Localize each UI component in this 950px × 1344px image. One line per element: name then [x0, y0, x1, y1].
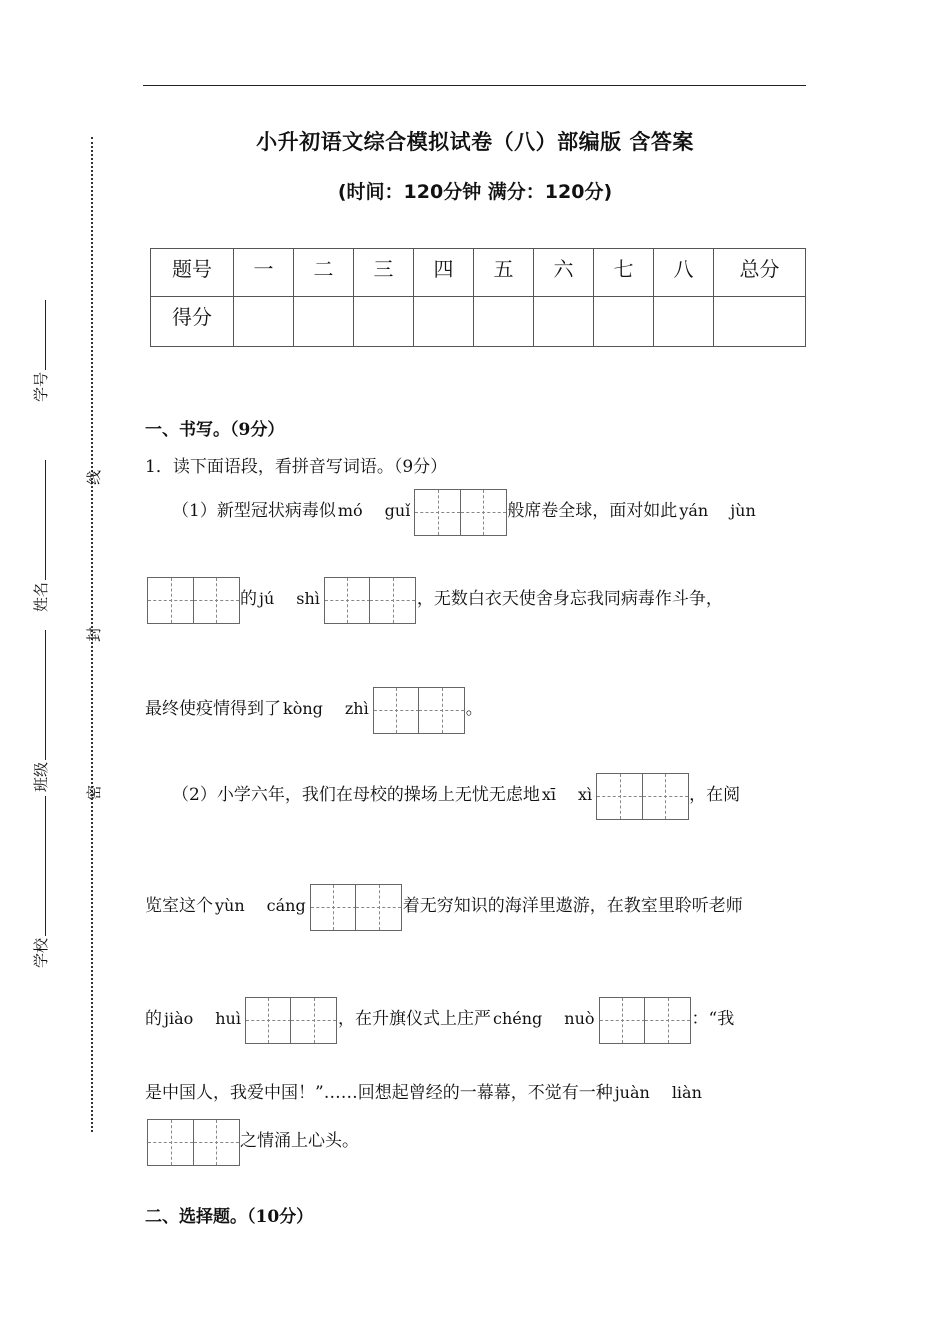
paragraph-2-line-5: 之情涌上心头。: [145, 1116, 359, 1167]
score-header-cell: 五: [474, 249, 534, 297]
header-rule: [143, 85, 806, 86]
score-cell[interactable]: [414, 297, 474, 347]
paragraph-2-line-3: 的 jiào huì ，在升旗仪式上庄严 chéng nuò ：“我: [145, 994, 734, 1045]
score-header-cell: 二: [294, 249, 354, 297]
answer-box-jiaohui[interactable]: [245, 995, 336, 1045]
score-cell[interactable]: [594, 297, 654, 347]
score-header-cell: 四: [414, 249, 474, 297]
answer-box-mogui[interactable]: [414, 487, 505, 537]
score-cell[interactable]: [354, 297, 414, 347]
score-header-cell: 总分: [714, 249, 806, 297]
class-blank: [45, 630, 46, 760]
student-id-field[interactable]: [30, 300, 51, 402]
answer-box-juanlian[interactable]: [147, 1117, 238, 1167]
paragraph-1-line-1: （1）新型冠状病毒似 mó guǐ 般席卷全球，面对如此 yán jùn: [145, 486, 758, 537]
score-cell[interactable]: [234, 297, 294, 347]
answer-box-xixi[interactable]: [596, 771, 687, 821]
score-header-cell: 一: [234, 249, 294, 297]
paragraph-2-line-1: （2）小学六年，我们在母校的操场上无忧无虑地 xī xì ，在阅: [145, 770, 740, 821]
answer-box-chengnuo[interactable]: [599, 995, 690, 1045]
paragraph-2-line-4: 是中国人，我爱中国！”……回想起曾经的一幕幕，不觉有一种 juàn liàn: [145, 1083, 702, 1103]
answer-box-kongzhi[interactable]: [373, 685, 464, 735]
exam-time-score: (时间：120分钟 满分：120分): [337, 181, 613, 203]
score-cell[interactable]: [714, 297, 806, 347]
answer-box-yanjun[interactable]: [147, 575, 238, 625]
student-id-blank: [45, 300, 46, 370]
score-header-cell: 题号: [151, 249, 234, 297]
seal-char-seal: 封: [85, 626, 104, 643]
class-label: 班级: [32, 761, 50, 792]
section-2-heading: 二、选择题。（10分）: [145, 1207, 314, 1227]
page-title: 小升初语文综合模拟试卷（八）部编版 含答案: [256, 130, 694, 154]
section-1-heading: 一、书写。（9分）: [145, 420, 285, 440]
student-name-field[interactable]: [30, 460, 51, 612]
score-table: [150, 248, 806, 347]
student-id-label: 学号: [32, 371, 50, 402]
question-1: 1．读下面语段，看拼音写词语。（9分）: [145, 457, 448, 477]
score-cell[interactable]: [654, 297, 714, 347]
answer-box-yuncang[interactable]: [310, 882, 401, 932]
score-row-label: 得分: [151, 297, 234, 347]
paragraph-1-line-3: 最终使疫情得到了 kòng zhì 。: [145, 684, 483, 735]
score-header-cell: 七: [594, 249, 654, 297]
score-cell[interactable]: [294, 297, 354, 347]
score-header-cell: 六: [534, 249, 594, 297]
paragraph-1-line-2: 的 jú shì ，无数白衣天使舍身忘我同病毒作斗争，: [145, 574, 723, 625]
student-name-blank: [45, 460, 46, 580]
answer-box-jushi[interactable]: [324, 575, 415, 625]
seal-char-line: 线: [85, 469, 104, 486]
seal-char-secret: 密: [85, 784, 104, 801]
score-cell[interactable]: [534, 297, 594, 347]
school-field[interactable]: [30, 796, 51, 968]
student-name-label: 姓名: [32, 581, 50, 612]
school-label: 学校: [32, 937, 50, 968]
score-header-cell: 八: [654, 249, 714, 297]
paragraph-2-line-2: 览室这个 yùn cáng 着无穷知识的海洋里遨游，在教室里聆听老师: [145, 881, 743, 932]
school-blank: [45, 796, 46, 936]
class-field[interactable]: [30, 630, 51, 792]
score-header-cell: 三: [354, 249, 414, 297]
score-cell[interactable]: [474, 297, 534, 347]
